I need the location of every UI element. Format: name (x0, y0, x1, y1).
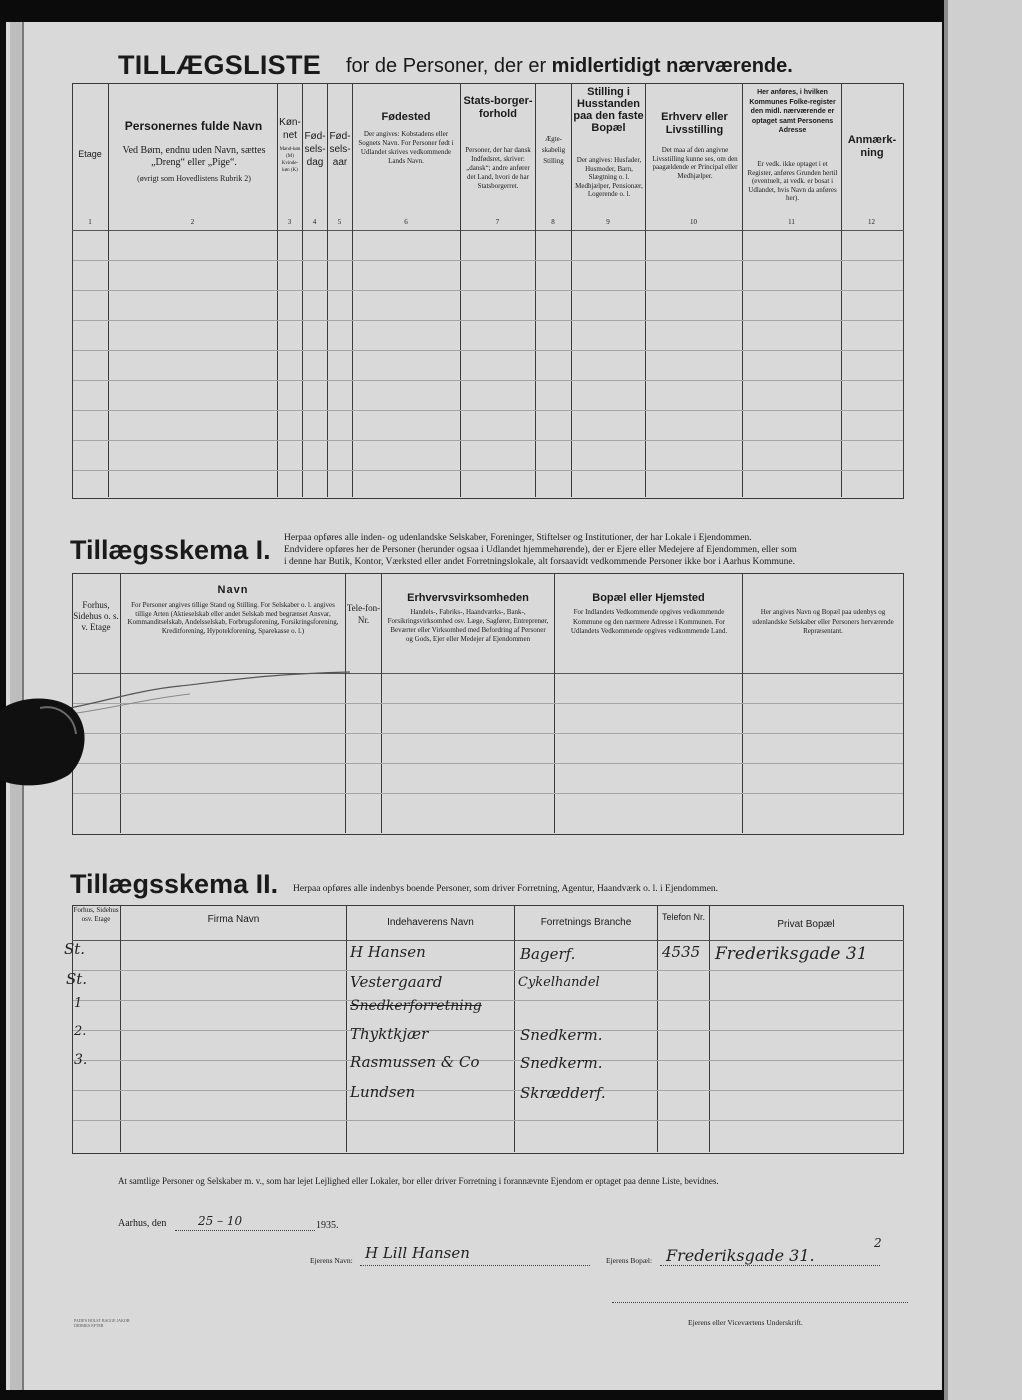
printer-mark: PADE'S HOLST BAGGE JAKOB DIDRIKS EFTER (74, 1318, 130, 1328)
signature-label: Ejerens eller Viceværtens Underskrift. (688, 1318, 803, 1327)
s1-col-residence-note: For Indlandets Vedkommende opgives vedkommende Kommune og den nærmere Adresse i Kommunen. For Udlandets Vedkommende opgives vedkommende Land. (570, 608, 728, 635)
owner-name-handwritten: H Lill Hansen (365, 1244, 470, 1262)
col-number: 3 (287, 218, 292, 226)
signature-line (612, 1302, 908, 1303)
col-name-note: Ved Børn, endnu uden Navn, sættes „Dreng“ eller „Pige“. (122, 145, 266, 168)
owner-name-line (360, 1265, 590, 1266)
col-birthyear: Fød-sels-aar (329, 131, 351, 168)
col-citizenship-title: Stats-borger-forhold (463, 95, 533, 120)
form-subtitle (346, 55, 793, 78)
col-register-title: Her anføres, i hvilken Kommunes Folke-register den midl. nærværende er optaget samt Personens Adresse (749, 89, 836, 134)
row-owner-struck: Snedkerforretning (350, 998, 482, 1014)
thumb-shadow (0, 690, 95, 790)
col-occupation-title: Erhverv eller Livsstilling (661, 111, 728, 136)
col-number: 7 (495, 218, 500, 226)
col-remark: Anmærk-ning (847, 134, 897, 159)
row-phone: 4535 (662, 943, 701, 961)
schema1-heading: Tillægsskema I. (70, 535, 271, 565)
row-etage: 2. (74, 1024, 87, 1039)
schema1-intro-line: i denne har Butik, Kontor, Værksted eller andet Forretningslokale, alt forsaavidt vedkommende Personer ikke bor i Aarhus Kommune. (284, 557, 796, 567)
s1-col-name-note: For Personer angives tillige Stand og Stilling. For Selskaber o. l. angives tillige Arten (Aktieselskab eller andet Selskab med begrænset Ansvar, Kommanditselskab, Andelsselskab, Forbrugsforening, Forsikringsforening, Kreditforening, Hypotekforening, Sparekasse o. l.) (127, 601, 339, 635)
schema1-intro-line: Endvidere opføres her de Personer (herunder ogsaa i Udlandet hjemmehørende), der er Ejere eller Medejere af Ejendommen, eller som (284, 545, 797, 555)
schema1-intro (284, 532, 904, 568)
row-owner: Lundsen (350, 1083, 416, 1101)
attestation-statement: At samtlige Personer og Selskaber m. v., som har lejet Lejlighed eller Lokaler, bor eller driver Forretning i forannævnte Ejendom er optaget paa denne Liste, bevidnes. (118, 1176, 719, 1186)
col-number: 5 (337, 218, 342, 226)
s1-col-representative-note: Her angives Navn og Bopæl paa udenbys og udenlandske Selskaber eller Personers herværende Repræsentant. (752, 608, 894, 635)
schema1-intro-line: Herpaa opføres alle inden- og udenlandske Selskaber, Foreninger, Stiftelser og Institutioner, der har Lokale i Ejendommen. (284, 533, 752, 543)
schema2-header-rule (72, 940, 904, 941)
row-address: Frederiksgade 31 (715, 944, 868, 964)
s1-col-phone: Tele-fon-Nr. (346, 603, 381, 625)
s1-col-name-title: Navn (217, 584, 249, 596)
row-etage: St. (64, 940, 86, 958)
col-occupation-note: Det maa af den angivne Livsstilling kunne ses, om den paagældende er Principal eller Medhjælper. (652, 146, 738, 180)
row-etage: St. (66, 970, 88, 988)
s2-col-etage: Forhus, Sidehus osv. Etage (73, 906, 119, 923)
col-number: 2 (190, 218, 195, 226)
subtitle-text: for de Personer, der er (346, 55, 552, 77)
row-branch: Skrædderf. (520, 1084, 606, 1102)
owner-name-label: Ejerens Navn: (310, 1256, 353, 1265)
adjacent-page (944, 0, 1022, 1400)
row-owner: H Hansen (350, 943, 426, 961)
row-branch: Cykelhandel (518, 975, 600, 990)
col-number: 6 (404, 218, 408, 226)
col-sex-title: Køn-net (279, 117, 301, 141)
s1-col-business-title: Erhvervsvirksomheden (407, 592, 529, 604)
col-number: 8 (551, 218, 555, 226)
col-birthplace-note: Der angives: Kobstadens eller Sognets Navn. For Personer født i Udlandet skrives vedkommende Lands Navn. (358, 130, 454, 165)
col-citizenship-note: Personer, der har dansk Indfødsret, skriver: „dansk“; andre anfører det Land, hvori de har Statsborgerret. (465, 146, 531, 190)
col-birthday: Fød-sels-dag (304, 131, 326, 168)
col-household-note: Der angives: Husfader, Husmoder, Barn, Slægtning o. l. Medhjælper, Pensionær, Logerende o. l. (575, 156, 643, 198)
row-etage: 1 (74, 996, 83, 1011)
col-number: 12 (868, 218, 875, 226)
header-rule (72, 230, 904, 231)
s2-col-address: Privat Bopæl (777, 919, 835, 930)
subtitle-bold: midlertidigt nærværende. (551, 55, 793, 77)
row-branch: Bagerf. (520, 945, 576, 963)
col-number: 10 (690, 218, 697, 226)
col-marital: Ægte-skabelig Stilling (541, 135, 566, 165)
row-etage: 3. (74, 1052, 88, 1068)
row-branch: Snedkerm. (520, 1054, 603, 1072)
schema2-intro: Herpaa opføres alle indenbys boende Personer, som driver Forretning, Agentur, Haandværk o. l. i Ejendommen. (293, 884, 719, 894)
col-etage: Etage (78, 149, 102, 159)
col-register-note: Er vedk. ikke optaget i et Register, anføres Grunden hertil (eventuelt, at vedk. er bosat i Udlandet, hvis Navn da anføres her). (747, 160, 838, 202)
col-number: 9 (606, 218, 610, 226)
s1-col-business-note: Handels-, Fabriks-, Haandværks-, Bank-, Forsikringsvirksomhed osv. Læge, Sagfører, Entreprenør, Beværter eller Virksomhed med Befordring af Personer og Gods, Ejer eller Medejer af Ejendommen (387, 608, 549, 643)
date-line (175, 1230, 315, 1231)
col-sex-note: Mand-køn (M) Kvinde-køn (K) (279, 147, 301, 173)
owner-address-label: Ejerens Bopæl: (606, 1256, 653, 1265)
date-year: 1935. (316, 1220, 339, 1231)
col-name-title: Personernes fulde Navn (124, 119, 263, 133)
schema2-heading: Tillægsskema II. (70, 869, 279, 899)
row-branch: Snedkerm. (520, 1026, 603, 1044)
row-owner: Vestergaard (350, 973, 443, 991)
col-household-title: Stilling i Husstanden paa den faste Bopæl (573, 86, 644, 134)
row-owner: Thyktkjær (350, 1025, 429, 1043)
col-birthplace-title: Fødested (381, 111, 431, 123)
s1-col-residence-title: Bopæl eller Hjemsted (592, 592, 705, 604)
owner-address-extra: 2 (874, 1236, 882, 1250)
s2-col-branch: Forretnings Branche (540, 917, 632, 928)
col-name-note2: (øvrigt som Hovedlistens Rubrik 2) (137, 174, 251, 183)
col-number: 1 (88, 218, 92, 226)
torn-fold (60, 660, 360, 720)
s2-col-firm: Firma Navn (207, 914, 260, 925)
col-number: 4 (312, 218, 317, 226)
s2-col-owner: Indehaverens Navn (387, 917, 474, 928)
s2-col-phone: Telefon Nr. (661, 912, 706, 922)
row-owner: Rasmussen & Co (350, 1053, 480, 1071)
form-title: TILLÆGSLISTE (118, 50, 322, 80)
date-handwritten: 25 – 10 (198, 1214, 243, 1228)
owner-address-handwritten: Frederiksgade 31. (666, 1246, 815, 1265)
col-number: 11 (788, 218, 795, 226)
owner-address-line (660, 1265, 880, 1266)
s1-col-etage: Forhus, Sidehus o. s. v. Etage (73, 600, 119, 632)
date-place: Aarhus, den (118, 1218, 167, 1229)
